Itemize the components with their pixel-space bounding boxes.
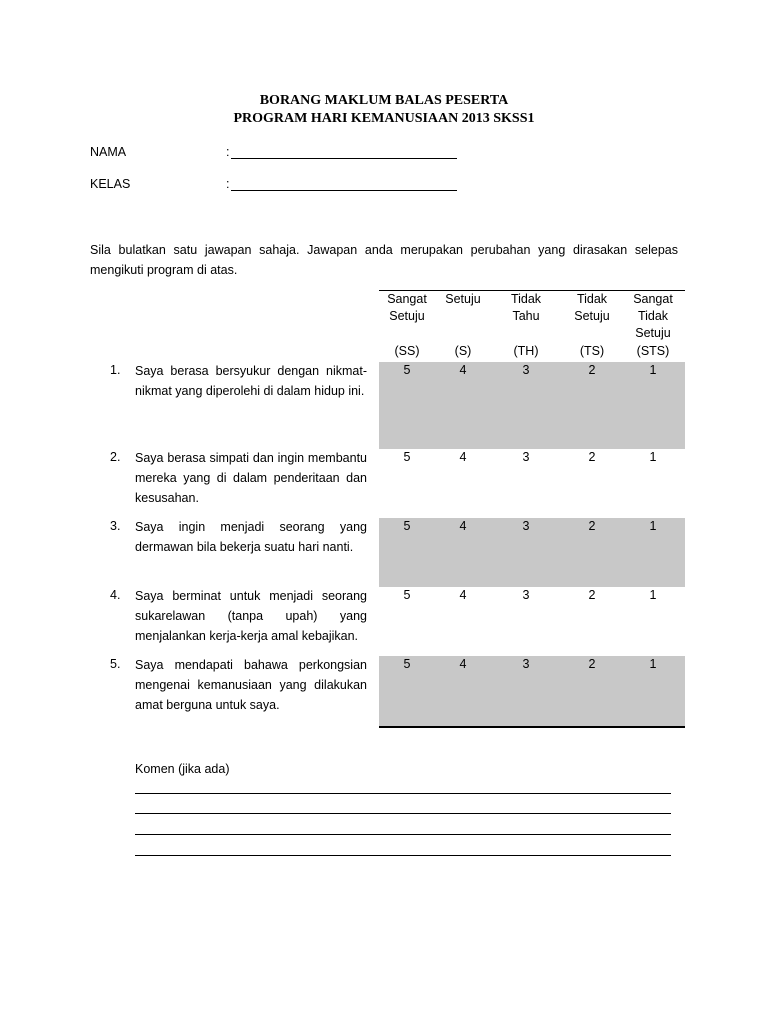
- score-option[interactable]: 5: [403, 363, 411, 377]
- form-title: BORANG MAKLUM BALAS PESERTA: [259, 93, 509, 108]
- score-option[interactable]: 5: [403, 657, 411, 671]
- score-option[interactable]: 4: [459, 657, 467, 671]
- score-option[interactable]: 2: [588, 657, 596, 671]
- column-header-code: (TH): [513, 344, 539, 358]
- score-option[interactable]: 5: [403, 450, 411, 464]
- form-subtitle: PROGRAM HARI KEMANUSIAAN 2013 SKSS1: [233, 111, 535, 126]
- score-option[interactable]: 3: [522, 588, 530, 602]
- column-header-code: (SS): [394, 344, 420, 358]
- column-header-code: (S): [454, 344, 472, 358]
- score-option[interactable]: 2: [588, 519, 596, 533]
- item-statement: Saya berasa simpati dan ingin membantu mereka yang di dalam penderitaan dan kesusahan.: [135, 451, 367, 505]
- score-option[interactable]: 2: [588, 588, 596, 602]
- score-option[interactable]: 2: [588, 363, 596, 377]
- nama-label: NAMA: [90, 145, 127, 159]
- column-header-label: Tidak Tahu: [510, 292, 542, 323]
- column-header: [379, 291, 435, 361]
- score-option[interactable]: 1: [649, 657, 657, 671]
- score-option[interactable]: 4: [459, 363, 467, 377]
- comment-line[interactable]: [135, 834, 671, 835]
- kelas-colon: :: [226, 177, 230, 191]
- score-option[interactable]: 1: [649, 519, 657, 533]
- score-option[interactable]: 3: [522, 657, 530, 671]
- score-option[interactable]: 3: [522, 363, 530, 377]
- score-option[interactable]: 4: [459, 519, 467, 533]
- column-header-label: Sangat Tidak Setuju: [633, 292, 673, 340]
- kelas-input-line[interactable]: [231, 190, 457, 191]
- comment-line[interactable]: [135, 855, 671, 856]
- score-option[interactable]: 2: [588, 450, 596, 464]
- nama-colon: :: [226, 145, 230, 159]
- kelas-label: KELAS: [90, 177, 131, 191]
- score-option[interactable]: 5: [403, 519, 411, 533]
- score-option[interactable]: 4: [459, 450, 467, 464]
- column-header-label: Sangat Setuju: [387, 292, 427, 323]
- item-number: 4.: [110, 588, 121, 602]
- score-option[interactable]: 4: [459, 588, 467, 602]
- column-header-code: (TS): [579, 344, 605, 358]
- comments-label: Komen (jika ada): [135, 762, 230, 776]
- table-top-rule: [379, 290, 685, 291]
- score-option[interactable]: 5: [403, 588, 411, 602]
- item-number: 2.: [110, 450, 121, 464]
- column-header-code: (STS): [636, 344, 670, 358]
- instruction-line-1: Sila bulatkan satu jawapan sahaja. Jawapan anda merupakan perubahan yang dirasakan selepas: [90, 243, 678, 257]
- item-statement: Saya berasa bersyukur dengan nikmat-nikmat yang diperolehi di dalam hidup ini.: [135, 364, 367, 398]
- column-header: [625, 291, 681, 361]
- nama-input-line[interactable]: [231, 158, 457, 159]
- comment-line[interactable]: [135, 813, 671, 814]
- item-statement: Saya mendapati bahawa perkongsian mengenai kemanusiaan yang dilakukan amat berguna untuk saya.: [135, 658, 367, 712]
- score-option[interactable]: 1: [649, 363, 657, 377]
- score-option[interactable]: 1: [649, 450, 657, 464]
- score-option[interactable]: 1: [649, 588, 657, 602]
- score-option[interactable]: 3: [522, 519, 530, 533]
- item-statement: Saya ingin menjadi seorang yang dermawan bila bekerja suatu hari nanti.: [135, 520, 367, 554]
- score-option[interactable]: 3: [522, 450, 530, 464]
- item-number: 1.: [110, 363, 121, 377]
- table-bottom-rule: [379, 726, 685, 728]
- item-statement: Saya berminat untuk menjadi seorang sukarelawan (tanpa upah) yang menjalankan kerja-kerja amal kebajikan.: [135, 589, 367, 643]
- column-header-label: Setuju: [445, 292, 481, 306]
- item-number: 5.: [110, 657, 121, 671]
- item-number: 3.: [110, 519, 121, 533]
- instruction-text: [90, 240, 678, 280]
- instruction-line-2: mengikuti program di atas.: [90, 263, 238, 277]
- column-header-label: Tidak Setuju: [574, 292, 610, 323]
- column-header: [498, 291, 554, 361]
- column-header: [564, 291, 620, 361]
- comment-line[interactable]: [135, 793, 671, 794]
- column-header: [435, 291, 491, 361]
